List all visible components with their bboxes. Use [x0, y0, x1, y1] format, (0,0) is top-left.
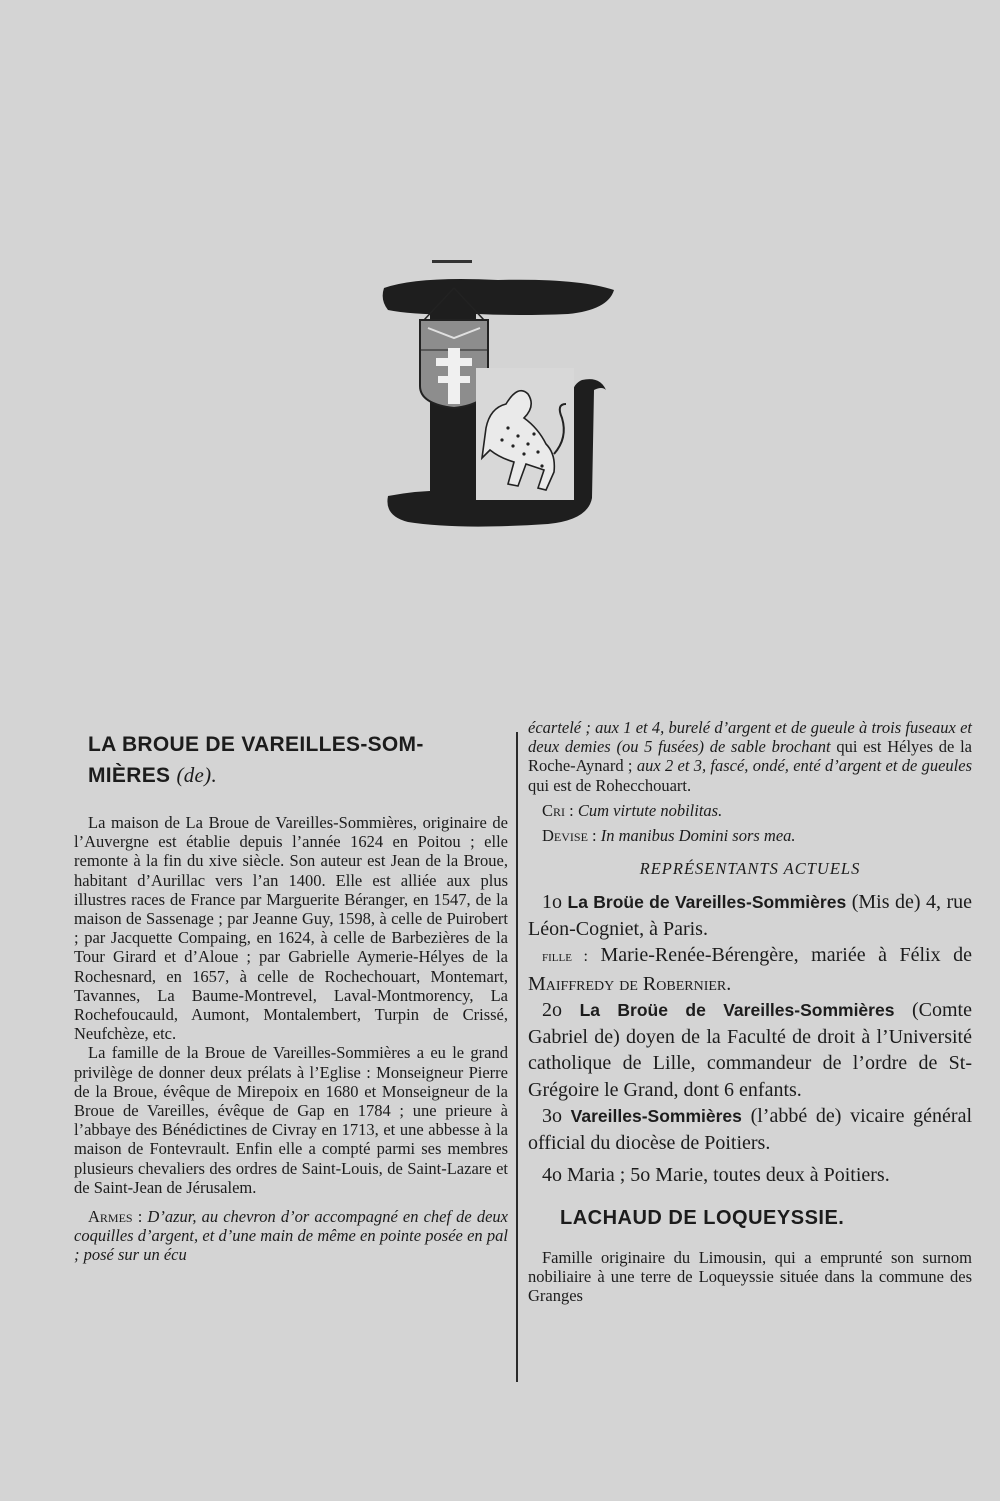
devise-text: In manibus Domini sors mea. — [600, 826, 796, 846]
representative-4-5: 4o Maria ; 5o Marie, toutes deux à Poitiers. — [542, 1164, 890, 1187]
second-entry-title: LACHAUD DE LOQUEYSSIE. — [560, 1206, 845, 1229]
history-paragraph: La maison de La Broue de Vareilles-Sommières, originaire de l’Auvergne est établie depuis l’année 1624 en Poitou ; elle remonte à la fin du xive siècle. Son auteur est Jean de la Broue, habitant d’Aurillac vers l’an 1400. Elle est alliée aux plus illustres races de France par Marguerite Béranger, en 1547, de la maison de Sassenage ; par Jeanne Guy, 1598, à celle de Puirobert ; par Jacquette Compaing, en 1624, à celle de Barbezières de la Tour Girard et d’Aloue ; par Gabrielle Aymerie-Hélyes de la Rochesnard, en 1657, à celle de Rochechouart, Montemart, Tavannes, La Baume-Montrevel, Laval-Montmorency, La Rochefoucauld, Aumont, Montalembert, Turpin de Crissé, Neufchèze, etc. — [74, 813, 508, 1044]
column-rule — [516, 732, 518, 1382]
rep2-name: La Broüe de Vareilles-Sommières — [579, 1000, 895, 1021]
arms-cont-b: qui est Hélyes de la Roche-Aynard ; — [528, 737, 972, 776]
arms-text: D’azur, au chevron d’or accompagné en chef de deux coquilles d’argent, et d’une main de même en pointe posée en pal ; posé sur un écu — [74, 1207, 509, 1265]
arms-cont-a: écartelé ; aux 1 et 4, burelé d’argent et de gueule à trois fuseaux et deux demies (ou 5 fusées) de sable brochant — [528, 718, 972, 757]
fille-text: Marie-Renée-Bérengère, mariée à Félix de — [600, 944, 973, 967]
daughter-line — [528, 942, 972, 997]
representative-2 — [528, 997, 972, 1103]
rep1-name: La Broüe de Vareilles-Sommières — [567, 892, 847, 913]
left-column — [74, 730, 508, 1265]
rep2-text: (Comte Gabriel de) doyen de la Faculté de droit à l’Université catholique de Lille, commandeur de l’ordre de St-Grégoire le Grand, dont 6 enfants. — [528, 999, 972, 1101]
rep1-number: 1o — [542, 891, 562, 914]
rep3-text: (l’abbé de) vicaire général official du diocèse de Poitiers. — [528, 1105, 972, 1154]
arms-label: Armes : — [88, 1207, 143, 1227]
fille-label: fille : — [542, 948, 588, 966]
arms-continuation — [528, 718, 972, 795]
cri-line — [528, 801, 972, 820]
representatives-heading: REPRÉSENTANTS ACTUELS — [639, 859, 861, 879]
representative-3 — [528, 1103, 972, 1156]
entry-title — [88, 730, 508, 791]
rep1-text: (Mis de) 4, rue Léon-Cogniet, à Paris. — [528, 891, 973, 940]
prelates-paragraph: La famille de la Broue de Vareilles-Sommières a eu le grand privilège de donner deux prélats à l’Eglise : Monseigneur Pierre de la Broue, évêque de Mirepoix en 1680 et Monseigneur de la Broue de Vareilles, évêque de Gap en 1784 ; une prieure à l’abbaye des Bénédictines de Civray en 1713, et une abbesse à la maison de Fontevrault. Enfin elle a compté parmi ses membres plusieurs chevaliers des ordres de Saint-Louis, de Saint-Lazare et de Saint-Jean de Jérusalem. — [74, 1043, 508, 1197]
lettrine-L-coat-of-arms — [378, 258, 618, 528]
entry-title-name: LA BROUE DE VAREILLES-SOM- MIÈRES — [88, 733, 424, 787]
rep3-name: Vareilles-Sommières — [570, 1106, 742, 1127]
arms-paragraph — [74, 1207, 508, 1265]
devise-label: Devise : — [542, 826, 597, 846]
entry-title-suffix: (de). — [176, 763, 218, 787]
fille-husband: Maiffredy de Robernier. — [528, 972, 732, 995]
lachaud-paragraph: Famille originaire du Limousin, qui a emprunté son surnom nobiliaire à une terre de Loqueyssie située dans la commune des Granges — [528, 1247, 972, 1306]
rep2-number: 2o — [542, 999, 562, 1022]
rep3-number: 3o — [542, 1105, 562, 1128]
arms-cont-d: qui est de Rohecchouart. — [528, 775, 692, 795]
cri-text: Cum virtute nobilitas. — [577, 800, 723, 820]
representative-1 — [528, 889, 972, 942]
devise-line — [528, 826, 972, 845]
cri-label: Cri : — [542, 800, 574, 820]
right-column — [528, 718, 972, 1305]
arms-cont-c: aux 2 et 3, fascé, ondé, enté d’argent et de gueules — [636, 756, 972, 776]
